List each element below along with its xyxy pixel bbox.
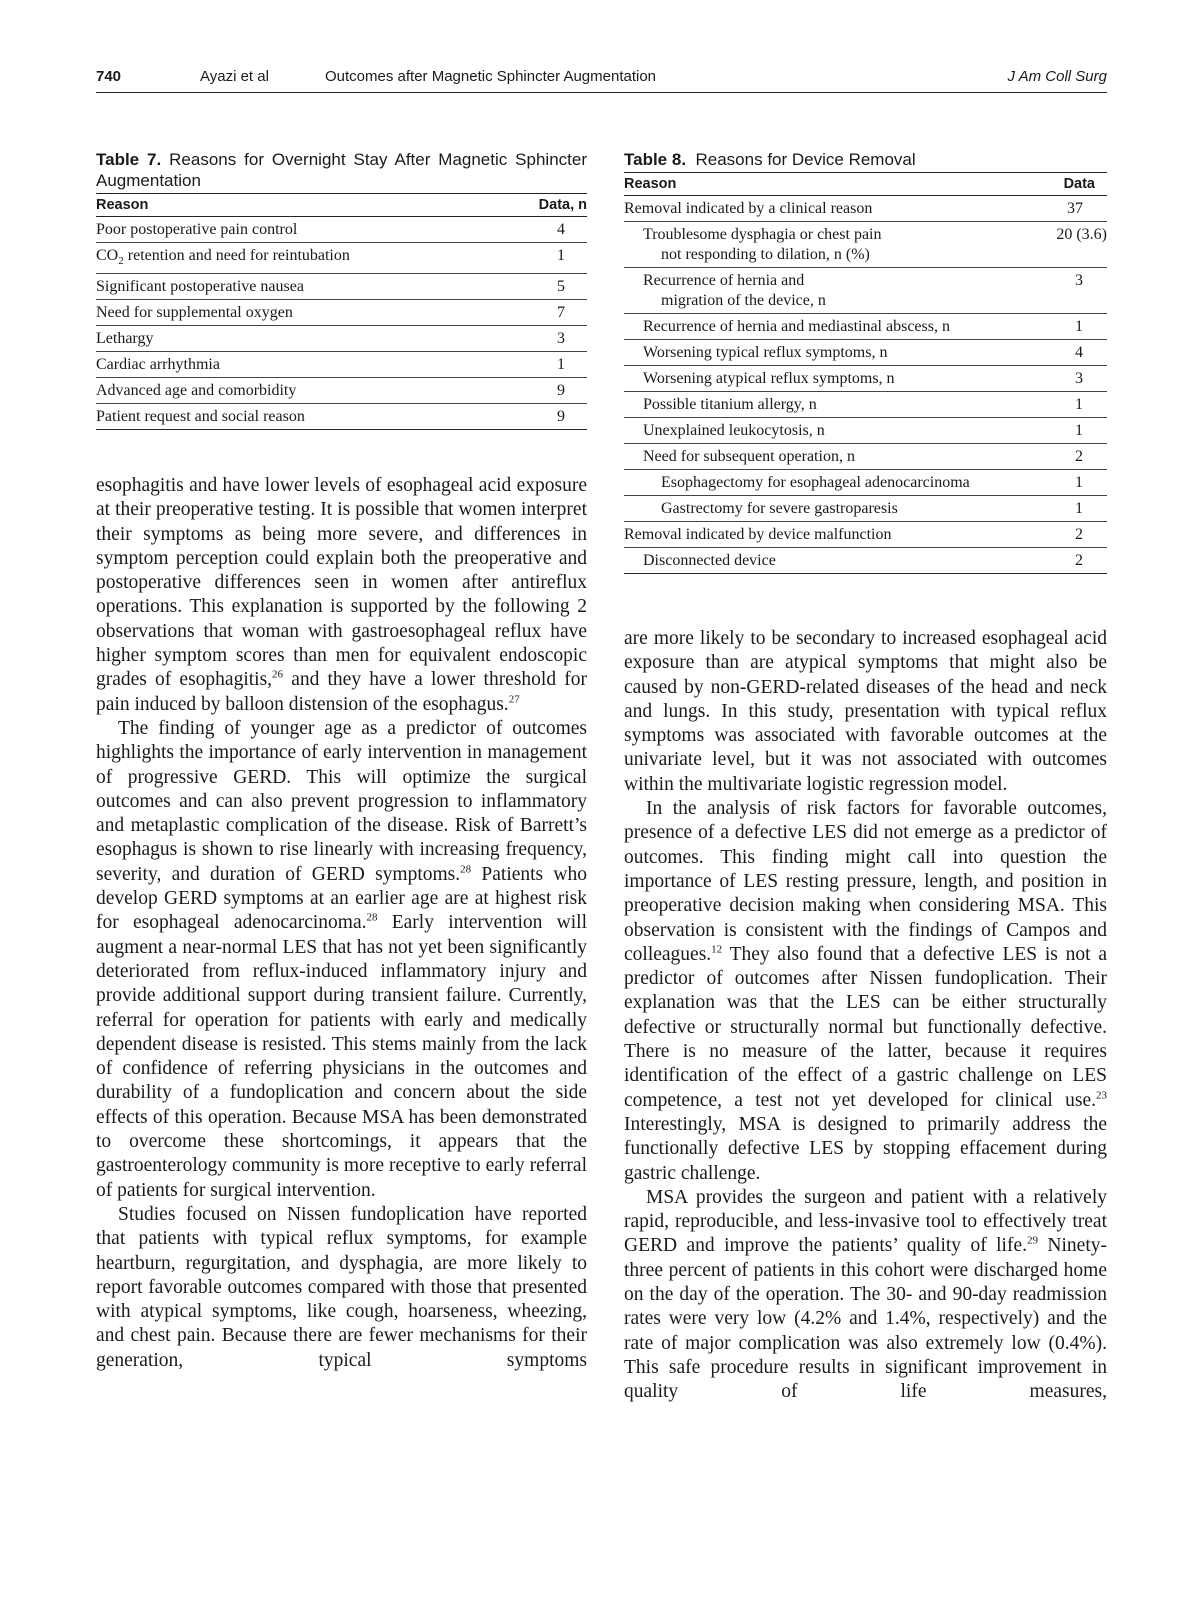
paragraph: esophagitis and have lower levels of esophageal acid exposure at their preoperative testing. It is possible that women interpret their symptoms as being more severe, and differences in symptom perception could explain both the preoperative and postoperative differences seen in women after antireflux operations. This explanation is supported by the following 2 observations that woman with gastroesophageal reflux have higher symptom scores than men for equivalent endoscopic grades of esophagitis,$^{26}$ and they have a lower threshold for pain induced by balloon distension of the esophagus.$^{27}$: [96, 475, 587, 715]
data-cell: 3: [1045, 268, 1107, 314]
left-text-column: [96, 474, 587, 1373]
table-row: [96, 404, 587, 430]
data-cell: 2: [1045, 522, 1107, 548]
table-row: [96, 274, 587, 300]
paragraph: Studies focused on Nissen fundoplication have reported that patients with typical reflux symptoms, for example heartburn, regurgitation, and dysphagia, are more likely to report favorable outcomes compared with those that presented with atypical symptoms, like cough, hoarseness, wheezing, and chest pain. Because there are fewer mechanisms for their generation, typical symptoms: [96, 1203, 587, 1371]
data-cell: 2: [1045, 548, 1107, 574]
running-header: [96, 66, 1107, 93]
data-cell: 3: [1045, 366, 1107, 392]
reason-cell: $CO_2$ retention and need for reintubation: [96, 243, 508, 274]
data-cell: 9: [508, 404, 587, 430]
data-cell: 1: [508, 243, 587, 274]
page-number: 740: [96, 68, 122, 85]
data-cell: 5: [508, 274, 587, 300]
data-cell: 1: [508, 352, 587, 378]
reason-cell: Possible titanium allergy, n: [624, 392, 1045, 418]
table-row: [96, 352, 587, 378]
table-row: [624, 392, 1107, 418]
table-row: [624, 196, 1107, 222]
reason-cell: Unexplained leukocytosis, n: [624, 418, 1045, 444]
reason-cell: Patient request and social reason: [96, 404, 508, 430]
reason-cell: Recurrence of hernia and migration of the device, n: [624, 268, 1045, 314]
table-8-title: Reasons for Device Removal: [695, 150, 916, 169]
table-row: [96, 217, 587, 243]
reference: 23: [1096, 1089, 1107, 1102]
reference: 27: [508, 693, 520, 706]
table-row: [624, 314, 1107, 340]
paragraph: In the analysis of risk factors for favorable outcomes, presence of a defective LES did not emerge as a predictor of outcomes. This finding might call into question the importance of LES resting pressure, length, and position in preoperative decision making when considering MSA. This observation is consistent with the findings of Campos and colleagues.$^{12}$ They also found that a defective LES is not a predictor of outcomes after Nissen fundoplication. Their explanation was that the LES can be either structurally defective or structurally normal but functionally defective. There is no measure of the latter, because it requires identification of the effect of a gastric challenge on LES competence, a test not yet developed for clinical use.$^{23}$ Interestingly, MSA is designed to primarily address the functionally defective LES by stopping effacement during gastric challenge.: [624, 798, 1107, 1184]
table-7-header-reason: Reason: [96, 194, 508, 217]
reason-cell: Disconnected device: [624, 548, 1045, 574]
data-cell: 7: [508, 300, 587, 326]
reason-cell: Gastrectomy for severe gastroparesis: [624, 496, 1045, 522]
reason-cell: Worsening typical reflux symptoms, n: [624, 340, 1045, 366]
table-row: [96, 300, 587, 326]
table-row: [624, 268, 1107, 314]
reason-cell: Need for supplemental oxygen: [96, 300, 508, 326]
data-cell: 9: [508, 378, 587, 404]
reference: 29: [1026, 1234, 1038, 1247]
reason-cell: Need for subsequent operation, n: [624, 444, 1045, 470]
table-8-label: Table 8.: [624, 150, 687, 169]
running-title: Outcomes after Magnetic Sphincter Augmentation: [325, 68, 657, 85]
table-7-caption: [96, 149, 587, 191]
reason-cell: Advanced age and comorbidity: [96, 378, 508, 404]
table-7-grid: [96, 193, 587, 430]
table-8-header-data: Data: [1045, 173, 1107, 196]
table-row: [96, 378, 587, 404]
table-7-title: Reasons for Overnight Stay After Magnetic Sphincter Augmentation: [96, 150, 587, 190]
reason-cell: Cardiac arrhythmia: [96, 352, 508, 378]
table-row: [624, 340, 1107, 366]
table-8-caption: [624, 149, 1107, 170]
reason-cell: Removal indicated by device malfunction: [624, 522, 1045, 548]
reference: 28: [366, 911, 378, 924]
data-cell: 20 (3.6): [1045, 222, 1107, 268]
table-8-grid: [624, 172, 1107, 574]
reason-cell: Troublesome dysphagia or chest pain not responding to dilation, n (%): [624, 222, 1045, 268]
data-cell: 4: [1045, 340, 1107, 366]
journal-name: J Am Coll Surg: [1007, 68, 1107, 85]
reason-cell: Worsening atypical reflux symptoms, n: [624, 366, 1045, 392]
table-7-label: Table 7.: [96, 150, 162, 169]
table-7-header-data: Data, n: [508, 194, 587, 217]
data-cell: 1: [1045, 470, 1107, 496]
table-row: [96, 243, 587, 274]
table-row: [624, 522, 1107, 548]
reason-cell: Recurrence of hernia and mediastinal abscess, n: [624, 314, 1045, 340]
reference: 26: [272, 668, 284, 681]
table-row: [624, 470, 1107, 496]
table-7: [96, 149, 587, 430]
table-row: [624, 366, 1107, 392]
paragraph: MSA provides the surgeon and patient with a relatively rapid, reproducible, and less-invasive tool to effectively treat GERD and improve the patients’ quality of life.$^{29}$ Ninety-three percent of patients in this cohort were discharged home on the day of the operation. The 30- and 90-day readmission rates were very low (4.2% and 1.4%, respectively) and the rate of major complication was also extremely low (0.4%). This safe procedure results in significant improvement in quality of life measures,: [624, 1186, 1107, 1403]
table-row: [96, 326, 587, 352]
table-row: [624, 418, 1107, 444]
table-8: [624, 149, 1107, 574]
reference: 12: [711, 943, 723, 956]
reason-cell: Poor postoperative pain control: [96, 217, 508, 243]
table-row: [624, 496, 1107, 522]
reference: 28: [460, 863, 472, 876]
data-cell: 1: [1045, 392, 1107, 418]
table-8-header-reason: Reason: [624, 173, 1045, 196]
data-cell: 2: [1045, 444, 1107, 470]
data-cell: 3: [508, 326, 587, 352]
data-cell: 4: [508, 217, 587, 243]
reason-cell: Removal indicated by a clinical reason: [624, 196, 1045, 222]
table-row: [624, 548, 1107, 574]
data-cell: 1: [1045, 496, 1107, 522]
paragraph: are more likely to be secondary to increased esophageal acid exposure than are atypical symptoms that might also be caused by non-GERD-related diseases of the head and neck and lungs. In this study, presentation with typical reflux symptoms was associated with favorable outcomes at the univariate level, but it was not associated with outcomes within the multivariate logistic regression model.: [624, 628, 1107, 795]
table-row: [624, 222, 1107, 268]
data-cell: 1: [1045, 418, 1107, 444]
reason-cell: Lethargy: [96, 326, 508, 352]
reason-cell: Esophagectomy for esophageal adenocarcinoma: [624, 470, 1045, 496]
data-cell: 1: [1045, 314, 1107, 340]
running-authors: Ayazi et al: [200, 68, 269, 85]
table-row: [624, 444, 1107, 470]
paragraph: The finding of younger age as a predictor of outcomes highlights the importance of early intervention in management of progressive GERD. This will optimize the surgical outcomes and can also prevent progression to inflammatory and metaplastic complication of the disease. Risk of Barrett’s esophagus is shown to rise linearly with increasing frequency, severity, and duration of GERD symptoms.$^{28}$ Patients who develop GERD symptoms at an earlier age are at highest risk for esophageal adenocarcinoma.$^{28}$ Early intervention will augment a near-normal LES that has not yet been significantly deteriorated from reflux-induced inflammatory injury and provide additional support during transient failure. Currently, referral for operation for patients with early and medically dependent disease is resisted. This stems mainly from the lack of confidence of referring physicians in the outcomes and durability of a fundoplication and concern about the side effects of this operation. Because MSA has been demonstrated to overcome these shortcomings, it appears that the gastroenterology community is more receptive to early referral of patients for surgical intervention.: [96, 717, 587, 1201]
data-cell: 37: [1045, 196, 1107, 222]
right-text-column: [624, 627, 1107, 1405]
reason-cell: Significant postoperative nausea: [96, 274, 508, 300]
